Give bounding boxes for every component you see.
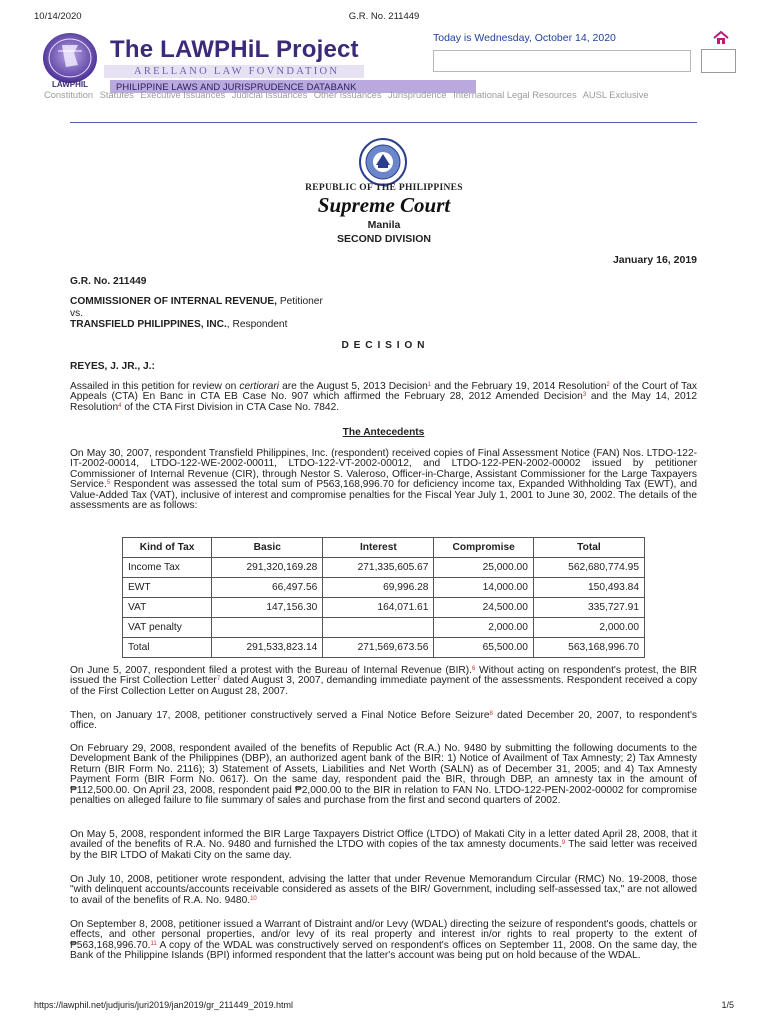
print-header	[34, 11, 734, 23]
site-title-prefix: The	[110, 36, 161, 63]
versus: vs.	[70, 308, 84, 319]
site-title	[110, 36, 359, 64]
respondent-line	[70, 320, 697, 330]
petitioner-line	[70, 297, 697, 307]
table-row	[123, 578, 645, 598]
site-tagline: PHILIPPINE LAWS AND JURISPRUDENCE DATABANK	[110, 80, 476, 93]
table-cell: 66,497.56	[212, 578, 323, 598]
footnote-10-link[interactable]: 10	[250, 895, 257, 902]
print-url: https://lawphil.net/judjuris/juri2019/jan2019/gr_211449_2019.html	[34, 1000, 294, 1010]
petitioner-role: Petitioner	[276, 296, 323, 307]
decision-date: January 16, 2019	[612, 254, 697, 266]
home-icon[interactable]	[713, 31, 729, 45]
antecedents-heading: The Antecedents	[342, 427, 425, 438]
table-cell: 271,335,605.67	[323, 558, 434, 578]
table-cell: VAT penalty	[123, 618, 212, 638]
column-header: Interest	[323, 538, 434, 558]
court-city: Manila	[367, 219, 401, 231]
supreme-court-seal-icon	[358, 137, 408, 187]
table-cell: VAT	[123, 598, 212, 618]
table-cell: 14,000.00	[434, 578, 533, 598]
footnote-4-link[interactable]: 4	[118, 402, 122, 409]
table-cell: 147,156.30	[212, 598, 323, 618]
table-row	[123, 558, 645, 578]
nav-judicial-issuances[interactable]: Judicial Issuances	[231, 90, 308, 100]
nav-jurisprudence[interactable]: Jurisprudence	[388, 90, 447, 100]
gr-number: G.R. No. 211449	[70, 276, 147, 287]
print-page-number: 1/5	[721, 1000, 734, 1010]
footnote-1-link[interactable]: 1	[427, 382, 432, 388]
print-title: G.R. No. 211449	[348, 11, 420, 22]
column-header: Basic	[212, 538, 323, 558]
ponente: REYES, J. JR., J.:	[70, 361, 155, 372]
nav-international-legal-resources[interactable]: International Legal Resources	[453, 90, 577, 100]
table-cell: 563,168,996.70	[533, 638, 644, 658]
table-cell: 65,500.00	[434, 638, 533, 658]
today-date: Today is Wednesday, October 14, 2020	[433, 32, 616, 44]
nav-executive-issuances[interactable]: Executive Issuances	[140, 90, 226, 100]
footnote-11-link[interactable]: 11	[150, 940, 157, 947]
nav-constitution[interactable]: Constitution	[44, 90, 94, 100]
table-cell: 291,320,169.28	[212, 558, 323, 578]
paragraph-5: On February 29, 2008, respondent availed of the benefits of Republic Act (R.A.) No. 9480 by submitting the following documents to the Development Bank of the Philippines (DBP), an authorized agent bank of the BIR: 1) Notice of Availment of Tax Amnesty; 2) Tax Amnesty Return (BIR Form No. 2116); 3) Statement of Assets, Liabilities and Net Worth (SALN) as of December 31, 2005; and 4) Tax Amnesty Payment Form (BIR Form No. 0617). On the same day, respondent paid the BIR, through DBP, an amnesty tax in the amount of ₱112,500.00. On April 23, 2008, respondent paid ₱2,000.00 to the BIR in relation to FAN No. LTDO-122-PEN-2002-00002 for compromise penalties on alleged failure to file summary of sales and purchase from the first and second quarters of 2002.	[70, 743, 697, 807]
paragraph-8: On September 8, 2008, petitioner issued a Warrant of Distraint and/or Levy (WDAL) directing the seizure of respondent's goods, chattels or effects, and other personal properties, and/or levy of its real property and interest in/or rights to real property to the extent of ₱563,168,996.70.11 A copy of the WDAL was constructively served on respondent's offices on September 11, 2008. On the same day, the Bank of the Philippine Islands (BPI) informed respondent that the latter's account was being put on hold because of the WDAL.	[70, 919, 697, 962]
table-cell: 69,996.28	[323, 578, 434, 598]
respondent-name: TRANSFIELD PHILIPPINES, INC.	[70, 319, 227, 330]
footnote-7-link[interactable]: 7	[216, 676, 221, 683]
seal-label: LAWPHIL	[52, 80, 88, 89]
site-title-brand: LAWPHiL	[160, 36, 270, 63]
table-cell: 291,533,823.14	[212, 638, 323, 658]
column-header: Kind of Tax	[123, 538, 212, 558]
column-header: Compromise	[434, 538, 533, 558]
footnote-3-link[interactable]: 3	[582, 392, 587, 399]
search-input[interactable]	[433, 50, 691, 72]
paragraph-6: On May 5, 2008, respondent informed the BIR Large Taxpayers District Office (LTDO) of Makati City in a letter dated April 28, 2008, that it availed of the benefits of R.A. No. 9480 and furnished the LTDO with copies of the tax amnesty documents.$^9$ The said letter was received by the BIR LTDO of Makati City on the same day.	[70, 829, 698, 861]
table-cell	[212, 618, 323, 638]
respondent-role: , Respondent	[226, 319, 288, 330]
table-cell: 335,727.91	[533, 598, 644, 618]
header-divider	[70, 122, 697, 123]
paragraph-3: On June 5, 2007, respondent filed a protest with the Bureau of Internal Revenue (BIR).$^6$ Without acting on respondent's protest, the BIR issued the First Collection Letter$^7$ dated August 3, 2007, demanding immediate payment of the assessments. Respondent received a copy of the First Collection Letter on August 28, 2007.	[70, 665, 697, 697]
table-cell: 24,500.00	[434, 598, 533, 618]
lawphil-seal-icon	[40, 31, 104, 91]
table-header-row	[123, 538, 645, 558]
footnote-9-link[interactable]: 9	[561, 840, 566, 847]
court-name: Supreme Court	[317, 193, 451, 217]
republic-heading: REPUBLIC OF THE PHILIPPINES	[305, 183, 463, 193]
court-division: SECOND DIVISION	[337, 233, 431, 245]
table-cell: Total	[123, 638, 212, 658]
footnote-5-link[interactable]: 5	[106, 480, 111, 487]
table-cell: Income Tax	[123, 558, 212, 578]
footnote-6-link[interactable]: 6	[472, 666, 476, 672]
table-row	[123, 638, 645, 658]
table-cell: 271,569,673.56	[323, 638, 434, 658]
nav-statutes[interactable]: Statutes	[99, 90, 134, 100]
table-cell: 150,493.84	[533, 578, 644, 598]
lawphil-logo[interactable]	[40, 31, 470, 93]
table-row	[123, 598, 645, 618]
paragraph-2: On May 30, 2007, respondent Transfield Philippines, Inc. (respondent) received copies of Final Assessment Notice (FAN) Nos. LTDO-122-IT-2002-00014, LTDO-122-WE-2002-00011, LTDO-122-VT-2002-00012, and LTDO-122-PEN-2002-00002 issued by petitioner Commissioner of Internal Revenue (CIR), through Nestor S. Valeroso, Officer-in-Charge, Assistant Commissioner for the Large Taxpayers Service.$^5$ Respondent was assessed the total sum of P563,168,996.70 for deficiency income tax, Expanded Withholding Tax (EWT), and Value-Added Tax (VAT), inclusive of interest and compromise penalties for the Fiscal Year July 1, 2001 to June 30, 2002. The details of the assessments are as follows:	[70, 448, 697, 512]
table-cell: 25,000.00	[434, 558, 533, 578]
column-header: Total	[533, 538, 644, 558]
nav-other-issuances[interactable]: Other Issuances	[313, 90, 382, 100]
table-cell: 2,000.00	[434, 618, 533, 638]
foundation-name: ARELLANO LAW FOVNDATION	[134, 66, 340, 77]
decision-heading: D E C I S I O N	[341, 340, 426, 351]
footnote-2-link[interactable]: 2	[606, 382, 610, 388]
table-cell	[323, 618, 434, 638]
main-nav	[44, 90, 653, 100]
assessment-table	[122, 537, 645, 658]
site-title-suffix: Project	[269, 36, 359, 63]
table-cell: EWT	[123, 578, 212, 598]
print-date: 10/14/2020	[34, 11, 82, 22]
table-cell: 2,000.00	[533, 618, 644, 638]
table-cell: 164,071.61	[323, 598, 434, 618]
paragraph-1: Assailed in this petition for review on certiorari are the August 5, 2013 Decision$^1$ and the February 19, 2014 Resolution$^2$ of the Court of Tax Appeals (CTA) En Banc in CTA EB Case No. 907 which affirmed the February 28, 2012 Amended Decision$^3$ and the May 14, 2012 Resolution$^4$ of the CTA First Division in CTA Case No. 7842.	[70, 381, 697, 413]
nav-ausl-exclusive[interactable]: AUSL Exclusive	[582, 90, 649, 100]
search-button[interactable]	[701, 49, 736, 73]
table-row	[123, 618, 645, 638]
petitioner-name: COMMISSIONER OF INTERNAL REVENUE,	[70, 296, 277, 307]
paragraph-7: On July 10, 2008, petitioner wrote respondent, advising the latter that under Revenue Memorandum Circular (RMC) No. 19-2008, those "with delinquent accounts/accounts receivable considered as assets of the BIR/ Government, including self-assessed tax," are not allowed to avail of the benefits of R.A. No. 9480.10	[70, 874, 697, 906]
paragraph-4: Then, on January 17, 2008, petitioner constructively served a Final Notice Before Seizure$^8$ dated December 20, 2007, to respondent's office.	[70, 710, 697, 732]
footnote-8-link[interactable]: 8	[489, 711, 493, 717]
table-cell: 562,680,774.95	[533, 558, 644, 578]
